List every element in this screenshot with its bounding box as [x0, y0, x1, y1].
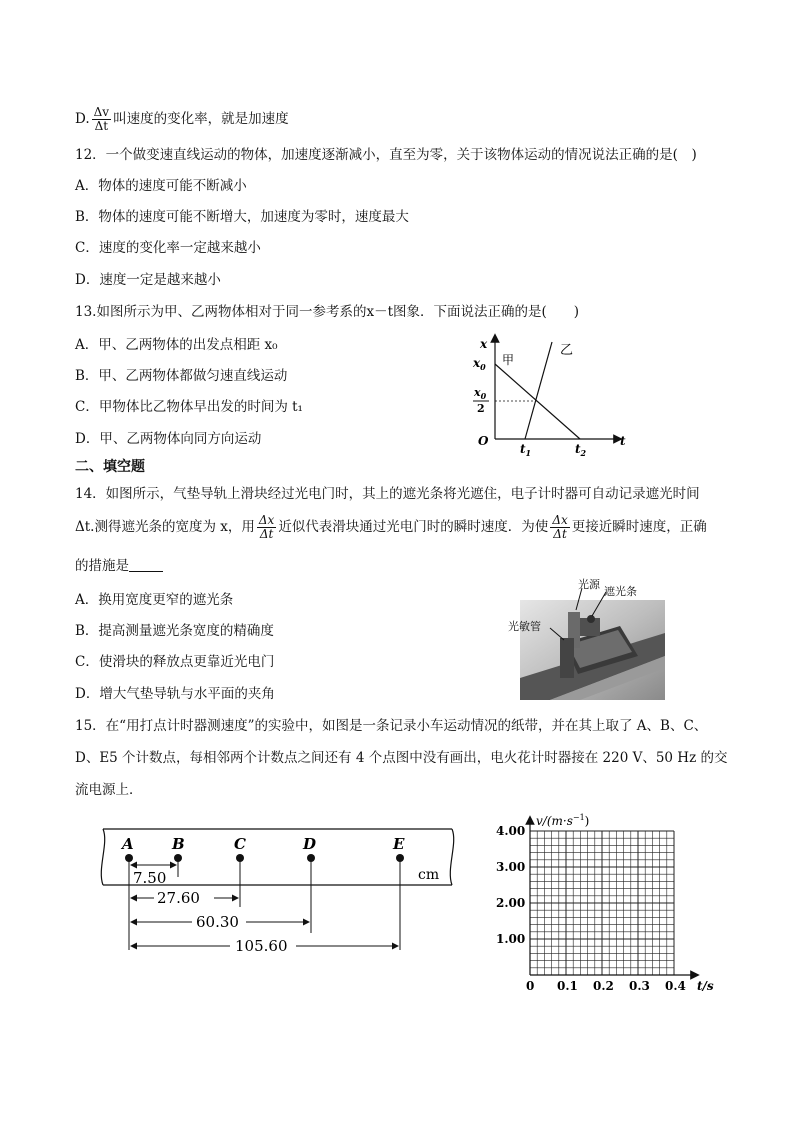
fraction-dx-dt: $\frac{\Delta x}{\Delta t}$ — [258, 513, 275, 541]
q11-option-d — [75, 106, 289, 133]
distance-ac: 27.60 — [157, 889, 200, 907]
option-text: 叫速度的变化率，就是加速度 — [113, 111, 289, 127]
q14-line1: 14．如图所示，气垫导轨上滑块经过光电门时，其上的遮光条将光遮住，电子计时器可自动记录遮光时间 — [75, 486, 700, 502]
tape-unit: cm — [418, 867, 440, 883]
half-x0-den: 2 — [477, 402, 485, 415]
v-tick-label: 4.00 — [496, 824, 526, 838]
v-tick-label: 1.00 — [496, 932, 526, 946]
q12-option-b: B．物体的速度可能不断增大，加速度为零时，速度最大 — [75, 209, 409, 225]
q15-line3: 流电源上． — [75, 782, 143, 798]
x-axis-label: t — [620, 434, 626, 448]
q12-option-c: C．速度的变化率一定越来越小 — [75, 240, 261, 256]
distance-ab: 7.50 — [133, 869, 167, 887]
distance-ae: 105.60 — [235, 937, 288, 955]
q14-option-d: D．增大气垫导轨与水平面的夹角 — [75, 686, 275, 702]
point-d-label: D — [303, 835, 317, 853]
v-tick-label: 2.00 — [496, 896, 526, 910]
t-tick-label: 0.1 — [557, 979, 578, 993]
line-yi — [525, 342, 552, 439]
q12-option-a: A．物体的速度可能不断减小 — [75, 178, 247, 194]
t-tick-label: 0 — [526, 979, 535, 993]
q13-stem: 13.如图所示为甲、乙两物体相对于同一参考系的x－t图象．下面说法正确的是( ) — [75, 304, 580, 320]
q13-xt-graph — [460, 332, 635, 457]
vt-grid-graph — [490, 808, 720, 998]
t1-label: $t_1$ — [520, 442, 532, 458]
point-b-label: B — [172, 835, 185, 853]
q12-option-d: D．速度一定是越来越小 — [75, 272, 221, 288]
label-jia: 甲 — [502, 353, 515, 367]
q14-line3: 的措施是 — [75, 556, 163, 576]
x0-label: $x_0$ — [473, 356, 486, 372]
q13-option-d: D．甲、乙两物体向同方向运动 — [75, 431, 262, 447]
t-axis-ticks — [526, 979, 686, 993]
q15-line1: 15．在“用打点计时器测速度”的实验中，如图是一条记录小车运动情况的纸带，并在其上取了 A、B、C、 — [75, 718, 708, 734]
q14-option-c: C．使滑块的释放点更靠近光电门 — [75, 654, 275, 670]
fraction-dv-dt: $\frac{\Delta v}{\Delta t}$ — [93, 105, 110, 133]
q14-line2: Δt.测得遮光条的宽度为 x，用 $\frac{\Delta x}{\Delta t}$ 近似代表滑块通过光电门时的瞬时速度．为使 $\frac{\Delta x}{\Delta t}$ 更接近瞬时速度，正确 — [75, 513, 707, 541]
q14-option-a: A．换用宽度更窄的遮光条 — [75, 592, 234, 608]
label-shade-strip: 遮光条 — [604, 585, 637, 598]
v-axis-ticks — [496, 824, 525, 946]
v-axis-label: $v/(m\cdot s^{-1})$ — [536, 813, 590, 828]
line-jia — [495, 364, 580, 439]
t-tick-label: 0.4 — [665, 979, 686, 993]
q15-line2: D、E5 个计数点，每相邻两个计数点之间还有 4 个点图中没有画出，电火花计时器接在 220 V、50 Hz 的交 — [75, 750, 728, 766]
section-title: 二、填空题 — [75, 459, 145, 475]
t-axis-label: t/s — [697, 979, 714, 993]
fraction-dx-dt-2: $\frac{\Delta x}{\Delta t}$ — [552, 513, 568, 541]
label-yi: 乙 — [560, 343, 574, 358]
q13-option-b: B．甲、乙两物体都做匀速直线运动 — [75, 368, 288, 384]
q13-option-a: A．甲、乙两物体的出发点相距 x₀ — [75, 337, 278, 353]
q14-option-b: B．提高测量遮光条宽度的精确度 — [75, 623, 274, 639]
q13-option-c: C．甲物体比乙物体早出发的时间为 t₁ — [75, 399, 303, 415]
t-tick-label: 0.3 — [629, 979, 650, 993]
label-photo-sensor: 光敏管 — [508, 620, 541, 633]
q12-stem: 12．一个做变速直线运动的物体，加速度逐渐减小，直至为零，关于该物体运动的情况说法正确的是( ) — [75, 147, 697, 163]
t2-label: $t_2$ — [575, 442, 587, 458]
grid-lines — [530, 831, 674, 975]
v-tick-label: 3.00 — [496, 860, 526, 874]
label-light-source: 光源 — [578, 578, 600, 591]
paper-tape-figure — [100, 825, 460, 960]
point-c-label: C — [234, 835, 246, 853]
half-x0-num: $x_0$ — [474, 386, 487, 401]
origin-label: O — [478, 434, 489, 448]
answer-blank[interactable] — [129, 557, 163, 572]
point-a-label: A — [122, 835, 134, 853]
option-letter: D. — [75, 111, 90, 127]
point-e-label: E — [393, 835, 405, 853]
t-tick-label: 0.2 — [593, 979, 614, 993]
distance-ad: 60.30 — [196, 913, 239, 931]
air-track-photo — [508, 578, 665, 700]
y-axis-label: x — [480, 337, 488, 351]
